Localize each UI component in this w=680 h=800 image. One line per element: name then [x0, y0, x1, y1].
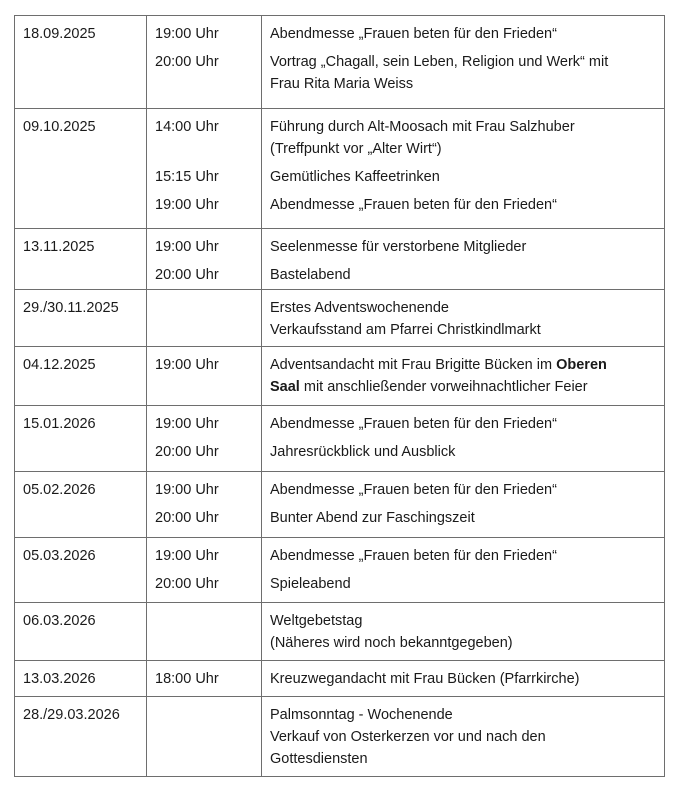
event-description-line: Frau Rita Maria Weiss	[270, 76, 414, 92]
event-description-line: Abendmesse „Frauen beten für den Frieden“	[270, 197, 557, 213]
date-cell	[15, 697, 147, 777]
event-description-line: Vortrag „Chagall, sein Leben, Religion und Werk“ mit	[270, 54, 609, 70]
event-description-line: (Treffpunkt vor „Alter Wirt“)	[270, 141, 442, 157]
event-entry	[270, 610, 664, 654]
description-cell	[262, 697, 665, 777]
event-time: 20:00 Uhr	[155, 54, 219, 70]
time-cell	[147, 109, 262, 229]
date-cell	[15, 603, 147, 661]
time-cell	[147, 603, 262, 661]
event-schedule-table	[14, 15, 665, 777]
event-description-line: Weltgebetstag	[270, 613, 363, 629]
table-row	[15, 538, 665, 603]
event-entry	[270, 297, 664, 341]
event-description-line: Erstes Adventswochenende	[270, 300, 449, 316]
date-cell	[15, 661, 147, 697]
description-cell	[262, 406, 665, 472]
event-time: 20:00 Uhr	[155, 267, 219, 283]
event-date: 18.09.2025	[23, 26, 96, 42]
event-description-line: Bunter Abend zur Faschingszeit	[270, 510, 475, 526]
event-date: 05.03.2026	[23, 548, 96, 564]
event-time: 19:00 Uhr	[155, 482, 219, 498]
table-row	[15, 603, 665, 661]
table-row	[15, 16, 665, 109]
event-time: 19:00 Uhr	[155, 239, 219, 255]
event-entry	[270, 545, 664, 567]
table-row	[15, 229, 665, 290]
description-cell	[262, 661, 665, 697]
event-description-line: Palmsonntag - Wochenende	[270, 707, 453, 723]
event-time: 20:00 Uhr	[155, 510, 219, 526]
bold-location-text: Oberen	[556, 357, 607, 373]
event-description-line: Bastelabend	[270, 267, 351, 283]
event-date: 28./29.03.2026	[23, 707, 120, 723]
event-time: 19:00 Uhr	[155, 26, 219, 42]
event-entry	[270, 194, 664, 216]
time-cell	[147, 538, 262, 603]
table-row	[15, 472, 665, 538]
date-cell	[15, 347, 147, 406]
event-entry	[270, 236, 664, 258]
event-time: 19:00 Uhr	[155, 357, 219, 373]
event-date: 15.01.2026	[23, 416, 96, 432]
description-cell	[262, 109, 665, 229]
table-row	[15, 347, 665, 406]
event-entry	[270, 23, 664, 45]
event-description-line: Verkauf von Osterkerzen vor und nach den	[270, 729, 546, 745]
table-row	[15, 697, 665, 777]
date-cell	[15, 229, 147, 290]
description-cell	[262, 347, 665, 406]
event-description-line: Spieleabend	[270, 576, 351, 592]
event-time: 14:00 Uhr	[155, 119, 219, 135]
event-description-line: (Näheres wird noch bekanntgegeben)	[270, 635, 513, 651]
event-description-line: Abendmesse „Frauen beten für den Frieden“	[270, 482, 557, 498]
event-time: 20:00 Uhr	[155, 576, 219, 592]
bold-location-text: Saal	[270, 379, 300, 395]
event-entry	[270, 264, 664, 286]
event-description-line: Saal mit anschließender vorweihnachtlicher Feier	[270, 379, 588, 395]
description-cell	[262, 16, 665, 109]
event-entry	[270, 116, 664, 160]
event-date: 05.02.2026	[23, 482, 96, 498]
event-description-line: Adventsandacht mit Frau Brigitte Bücken im Oberen	[270, 357, 607, 373]
time-cell	[147, 229, 262, 290]
event-entry	[270, 354, 664, 398]
event-time: 20:00 Uhr	[155, 444, 219, 460]
date-cell	[15, 16, 147, 109]
description-cell	[262, 472, 665, 538]
event-entry	[270, 704, 664, 770]
event-description-line: Verkaufsstand am Pfarrei Christkindlmarkt	[270, 322, 541, 338]
date-cell	[15, 406, 147, 472]
event-entry	[270, 51, 664, 95]
event-description-line: Gottesdiensten	[270, 751, 368, 767]
event-description-line: Seelenmesse für verstorbene Mitglieder	[270, 239, 527, 255]
event-description-line: Gemütliches Kaffeetrinken	[270, 169, 440, 185]
event-date: 09.10.2025	[23, 119, 96, 135]
schedule-body	[15, 16, 665, 777]
event-entry	[270, 166, 664, 188]
date-cell	[15, 472, 147, 538]
description-cell	[262, 603, 665, 661]
event-description-line: Kreuzwegandacht mit Frau Bücken (Pfarrkirche)	[270, 671, 580, 687]
time-cell	[147, 290, 262, 347]
event-time: 18:00 Uhr	[155, 671, 219, 687]
event-time: 19:00 Uhr	[155, 416, 219, 432]
event-description-line: Abendmesse „Frauen beten für den Frieden“	[270, 416, 557, 432]
event-entry	[270, 573, 664, 595]
description-cell	[262, 290, 665, 347]
date-cell	[15, 538, 147, 603]
event-description-line: Führung durch Alt-Moosach mit Frau Salzhuber	[270, 119, 575, 135]
event-time: 19:00 Uhr	[155, 548, 219, 564]
date-cell	[15, 109, 147, 229]
event-time: 15:15 Uhr	[155, 169, 219, 185]
event-date: 29./30.11.2025	[23, 300, 119, 316]
event-description-line: Abendmesse „Frauen beten für den Frieden“	[270, 548, 557, 564]
description-cell	[262, 229, 665, 290]
time-cell	[147, 406, 262, 472]
event-entry	[270, 668, 664, 690]
time-cell	[147, 661, 262, 697]
time-cell	[147, 697, 262, 777]
event-date: 13.11.2025	[23, 239, 95, 255]
time-cell	[147, 347, 262, 406]
event-entry	[270, 507, 664, 529]
table-row	[15, 109, 665, 229]
event-entry	[270, 413, 664, 435]
time-cell	[147, 472, 262, 538]
table-row	[15, 406, 665, 472]
event-description-line: Abendmesse „Frauen beten für den Frieden“	[270, 26, 557, 42]
time-cell	[147, 16, 262, 109]
event-date: 13.03.2026	[23, 671, 96, 687]
event-entry	[270, 441, 664, 463]
event-entry	[270, 479, 664, 501]
date-cell	[15, 290, 147, 347]
table-row	[15, 290, 665, 347]
description-cell	[262, 538, 665, 603]
event-date: 04.12.2025	[23, 357, 96, 373]
event-description-line: Jahresrückblick und Ausblick	[270, 444, 456, 460]
table-row	[15, 661, 665, 697]
event-time: 19:00 Uhr	[155, 197, 219, 213]
event-date: 06.03.2026	[23, 613, 96, 629]
